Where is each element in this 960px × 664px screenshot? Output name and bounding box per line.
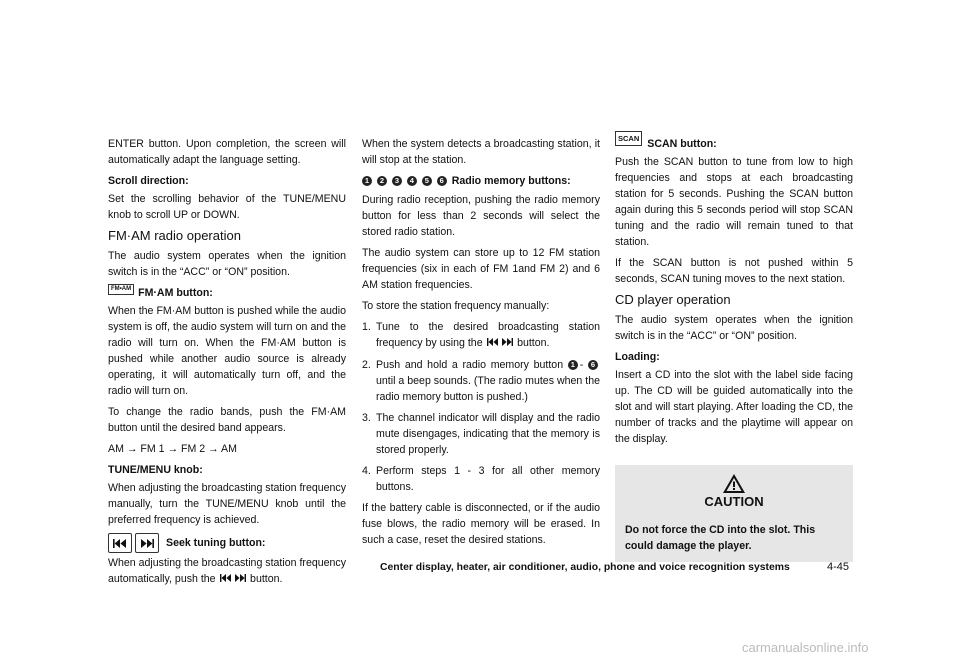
tune-menu-heading: TUNE/MENU knob: bbox=[108, 464, 203, 476]
step-number: 4. bbox=[362, 465, 371, 477]
caution-text: Do not force the CD into the slot. This could damage the player. bbox=[625, 524, 816, 552]
step-1-text-b: button. bbox=[517, 337, 550, 349]
memory-1-icon: 1 bbox=[568, 360, 578, 370]
battery-text: If the battery cable is disconnected, or if the audio fuse blows, the radio memory will be erased. In such a case, reset the desired stations. bbox=[362, 502, 600, 546]
step-number: 1. bbox=[362, 321, 371, 333]
seek-inline-icons bbox=[486, 339, 514, 348]
memory-2-icon: 2 bbox=[377, 176, 387, 186]
memory-heading bbox=[362, 173, 600, 189]
step-number: 3. bbox=[362, 412, 371, 424]
seek-text-b: button. bbox=[250, 573, 283, 585]
fmam-section-text: The audio system operates when the ignition switch is in the “ACC” or “ON” position. bbox=[108, 250, 346, 278]
middle-column bbox=[362, 136, 600, 553]
memory-6-icon: 6 bbox=[437, 176, 447, 186]
memory-paragraph-1: During radio reception, pushing the radio memory button for less than 2 seconds will select the stored radio station. bbox=[362, 194, 600, 238]
step-text: Push and hold a radio memory button 1 - 6 until a beep sounds. (The radio mutes when the radio memory button is pushed.) bbox=[376, 359, 600, 403]
tune-menu-text: When adjusting the broadcasting station frequency manually, turn the TUNE/MENU knob until the preferred frequency is achieved. bbox=[108, 482, 346, 526]
step-number: 2. bbox=[362, 359, 371, 371]
band-sequence: AM → FM 1 → FM 2 → AM bbox=[108, 443, 237, 455]
memory-3-icon: 3 bbox=[392, 176, 402, 186]
seek-back-icon bbox=[108, 533, 132, 553]
right-column bbox=[615, 136, 853, 562]
step-1-text-a: Tune to the desired broadcasting station frequency by using the bbox=[376, 321, 600, 349]
seek-heading bbox=[108, 533, 346, 553]
scan-paragraph-2: If the SCAN button is not pushed within 5 seconds, SCAN tuning moves to the next station. bbox=[615, 257, 853, 285]
cd-section-title: CD player operation bbox=[615, 292, 731, 307]
step-text: The channel indicator will display and the radio mute disengages, indicating that the memory is stored properly. bbox=[376, 412, 600, 456]
fmam-section-title: FM·AM radio operation bbox=[108, 228, 241, 243]
left-column bbox=[108, 136, 346, 593]
seek-text-a: When adjusting the broadcasting station frequency automatically, push the bbox=[108, 557, 346, 585]
memory-1-icon: 1 bbox=[362, 176, 372, 186]
seek-text bbox=[108, 555, 346, 588]
caution-heading bbox=[625, 473, 843, 510]
seek-inline-icons bbox=[219, 575, 247, 584]
memory-5-icon: 5 bbox=[422, 176, 432, 186]
scroll-direction-text: Set the scrolling behavior of the TUNE/MENU knob to scroll UP or DOWN. bbox=[108, 193, 346, 221]
loading-heading: Loading: bbox=[615, 351, 660, 363]
station-detect-text: When the system detects a broadcasting station, it will stop at the station. bbox=[362, 138, 600, 166]
intro-text: ENTER button. Upon completion, the screen will automatically adapt the language setting. bbox=[108, 138, 346, 166]
watermark: carmanualsonline.info bbox=[742, 640, 869, 655]
list-item bbox=[362, 463, 600, 495]
scroll-direction-heading: Scroll direction: bbox=[108, 175, 189, 187]
memory-title: Radio memory buttons: bbox=[451, 175, 571, 187]
step-2-text-a: Push and hold a radio memory button bbox=[376, 359, 564, 371]
footer-title: Center display, heater, air conditioner, audio, phone and voice recognition systems bbox=[380, 562, 790, 573]
loading-text: Insert a CD into the slot with the label side facing up. The CD will be guided automatically into the slot and will start playing. After loading the CD, the number of tracks and the playtime will appear on the display. bbox=[615, 369, 853, 445]
scan-button-heading bbox=[615, 136, 853, 152]
scan-icon: SCAN bbox=[615, 131, 642, 146]
fmam-button-heading bbox=[108, 285, 346, 301]
step-2-text-b: until a beep sounds. (The radio mutes when the radio memory button is pushed.) bbox=[376, 375, 600, 403]
step-text: Perform steps 1 - 3 for all other memory buttons. bbox=[376, 465, 600, 493]
list-item bbox=[362, 410, 600, 458]
seek-title: Seek tuning button: bbox=[166, 537, 266, 549]
seek-forward-icon bbox=[135, 533, 159, 553]
memory-paragraph-3: To store the station frequency manually: bbox=[362, 300, 550, 312]
memory-6-icon: 6 bbox=[588, 360, 598, 370]
list-item bbox=[362, 319, 600, 352]
memory-4-icon: 4 bbox=[407, 176, 417, 186]
scan-title: SCAN button: bbox=[647, 138, 717, 150]
fmam-paragraph-2: To change the radio bands, push the FM·AM button until the desired band appears. bbox=[108, 406, 346, 434]
caution-box bbox=[615, 465, 853, 562]
memory-paragraph-2: The audio system can store up to 12 FM station frequencies (six in each of FM 1and FM 2) and 6 AM station frequencies. bbox=[362, 247, 600, 291]
fmam-paragraph-1: When the FM·AM button is pushed while the audio system is off, the audio system will turn on and the radio will turn on. When the FM·AM button is pushed while another audio source is already operating, it will automatically turn off, and the radio will turn on. bbox=[108, 305, 346, 397]
caution-title: CAUTION bbox=[704, 494, 764, 509]
list-item bbox=[362, 357, 600, 405]
scan-paragraph-1: Push the SCAN button to tune from low to high frequencies and stops at each broadcasting station for 5 seconds. Pushing the SCAN button again during this 5 seconds period will stop SCAN tuning and the radio will remain tuned to that station. bbox=[615, 156, 853, 248]
step-text bbox=[376, 319, 600, 352]
fmam-button-title: FM·AM button: bbox=[138, 287, 213, 299]
warning-icon bbox=[722, 473, 746, 494]
fm-am-icon: FM•AM bbox=[108, 284, 134, 295]
cd-section-text: The audio system operates when the ignition switch is in the “ACC” or “ON” position. bbox=[615, 314, 853, 342]
page-number: 4-45 bbox=[827, 561, 850, 573]
